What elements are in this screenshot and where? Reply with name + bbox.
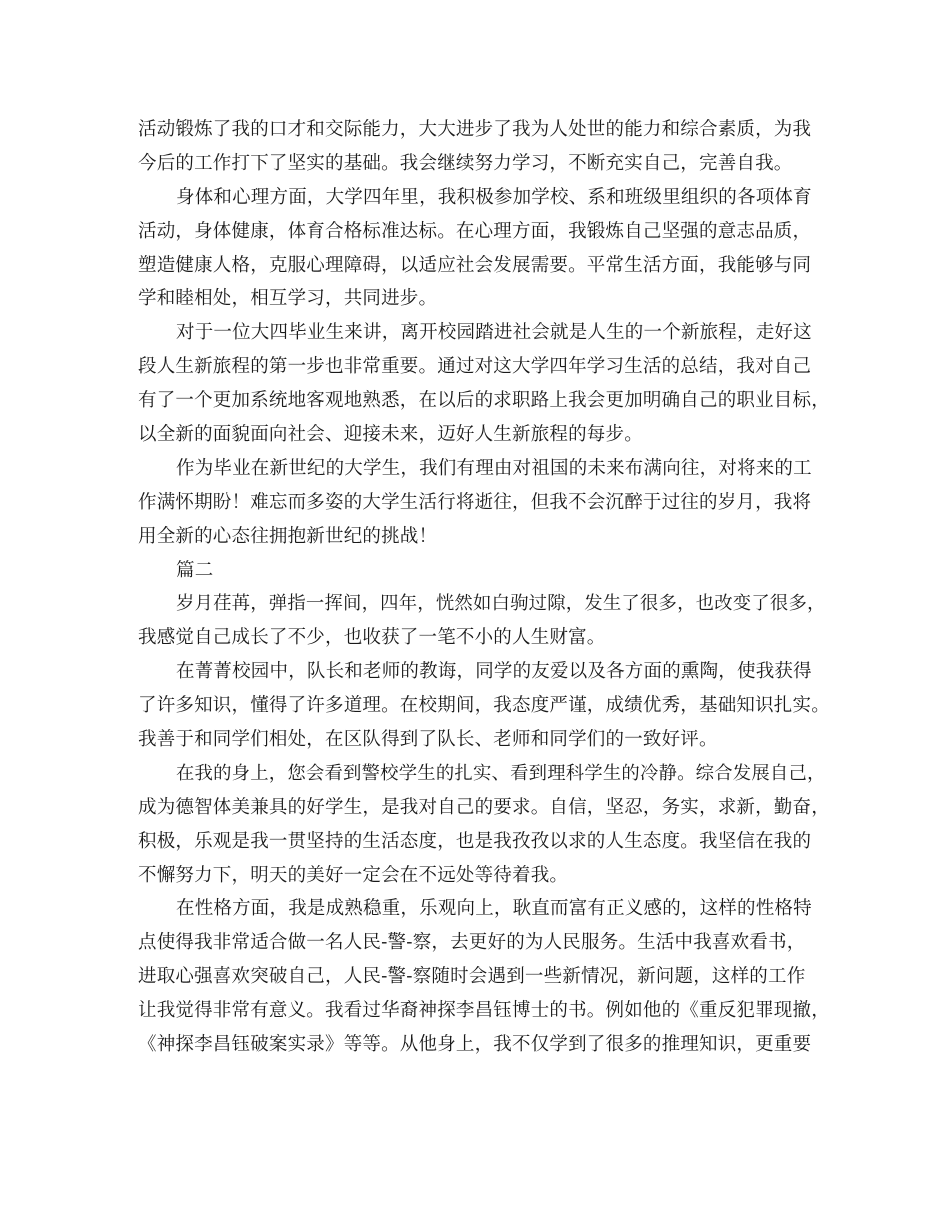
paragraph	[138, 587, 830, 655]
text-line: 身体和心理方面，大学四年里，我积极参加学校、系和班级里组织的各项体育	[176, 186, 812, 208]
text-line: 我善于和同学们相处，在区队得到了队长、老师和同学们的一致好评。	[138, 729, 718, 751]
text-line: 学和睦相处，相互学习，共同进步。	[138, 288, 438, 310]
paragraph	[138, 316, 830, 452]
text-line: 作为毕业在新世纪的大学生，我们有理由对祖国的未来布满向往，对将来的工	[176, 457, 812, 479]
text-line: 不懈努力下，明天的美好一定会在不远处等待着我。	[138, 864, 569, 886]
document-body	[138, 113, 830, 1062]
text-line: 在菁菁校园中，队长和老师的教诲，同学的友爱以及各方面的熏陶，使我获得	[176, 661, 812, 683]
paragraph	[138, 655, 830, 757]
paragraph	[138, 181, 830, 317]
text-line: 在我的身上，您会看到警校学生的扎实、看到理科学生的冷静。综合发展自己，	[176, 762, 826, 784]
text-line: 积极，乐观是我一贯坚持的生活态度，也是我孜孜以求的人生态度。我坚信在我的	[138, 830, 812, 852]
paragraph	[138, 452, 830, 554]
text-line: 用全新的心态往拥抱新世纪的挑战！	[138, 525, 438, 547]
text-line: 活动，身体健康，体育合格标准达标。在心理方面，我锻炼自己坚强的意志品质，	[138, 220, 812, 242]
text-line: 对于一位大四毕业生来讲，离开校园踏进社会就是人生的一个新旅程，走好这	[176, 322, 812, 344]
paragraph	[138, 757, 830, 893]
text-line: 进取心强喜欢突破自己，人民-警-察随时会遇到一些新情况，新问题，这样的工作	[138, 966, 806, 988]
text-line: 今后的工作打下了坚实的基础。我会继续努力学习，不断充实自己，完善自我。	[138, 152, 793, 174]
text-line: 塑造健康人格，克服心理障碍，以适应社会发展需要。平常生活方面，我能够与同	[138, 254, 812, 276]
text-line: 岁月荏苒，弹指一挥间，四年，恍然如白驹过隙，发生了很多，也改变了很多，	[176, 593, 826, 615]
text-line: 《神探李昌钰破案实录》等等。从他身上，我不仅学到了很多的推理知识，更重要	[138, 1034, 812, 1056]
text-line: 以全新的面貌面向社会、迎接未来，迈好人生新旅程的每步。	[138, 424, 643, 446]
text-line: 有了一个更加系统地客观地熟悉，在以后的求职路上我会更加明确自己的职业目标，	[138, 390, 830, 412]
text-line: 在性格方面，我是成熟稳重，乐观向上，耿直而富有正义感的，这样的性格特	[176, 898, 812, 920]
section-heading	[138, 554, 830, 588]
text-line: 成为德智体美兼具的好学生，是我对自己的要求。自信，坚忍，务实，求新，勤奋，	[138, 796, 830, 818]
text-line: 作满怀期盼！难忘而多姿的大学生活行将逝往，但我不会沉醉于过往的岁月，我将	[138, 491, 812, 513]
text-line: 点使得我非常适合做一名人民-警-察，去更好的为人民服务。生活中我喜欢看书，	[138, 932, 806, 954]
text-line: 了许多知识，懂得了许多道理。在校期间，我态度严谨，成绩优秀，基础知识扎实。	[138, 695, 830, 717]
text-line: 我感觉自己成长了不少，也收获了一笔不小的人生财富。	[138, 627, 606, 649]
text-line: 篇二	[176, 559, 214, 581]
text-line: 段人生新旅程的第一步也非常重要。通过对这大学四年学习生活的总结，我对自己	[138, 356, 812, 378]
text-line: 活动锻炼了我的口才和交际能力，大大进步了我为人处世的能力和综合素质，为我	[138, 119, 812, 140]
paragraph	[138, 892, 830, 1061]
text-line: 让我觉得非常有意义。我看过华裔神探李昌钰博士的书。例如他的《重反犯罪现撤，	[138, 1000, 830, 1022]
paragraph	[138, 113, 830, 181]
